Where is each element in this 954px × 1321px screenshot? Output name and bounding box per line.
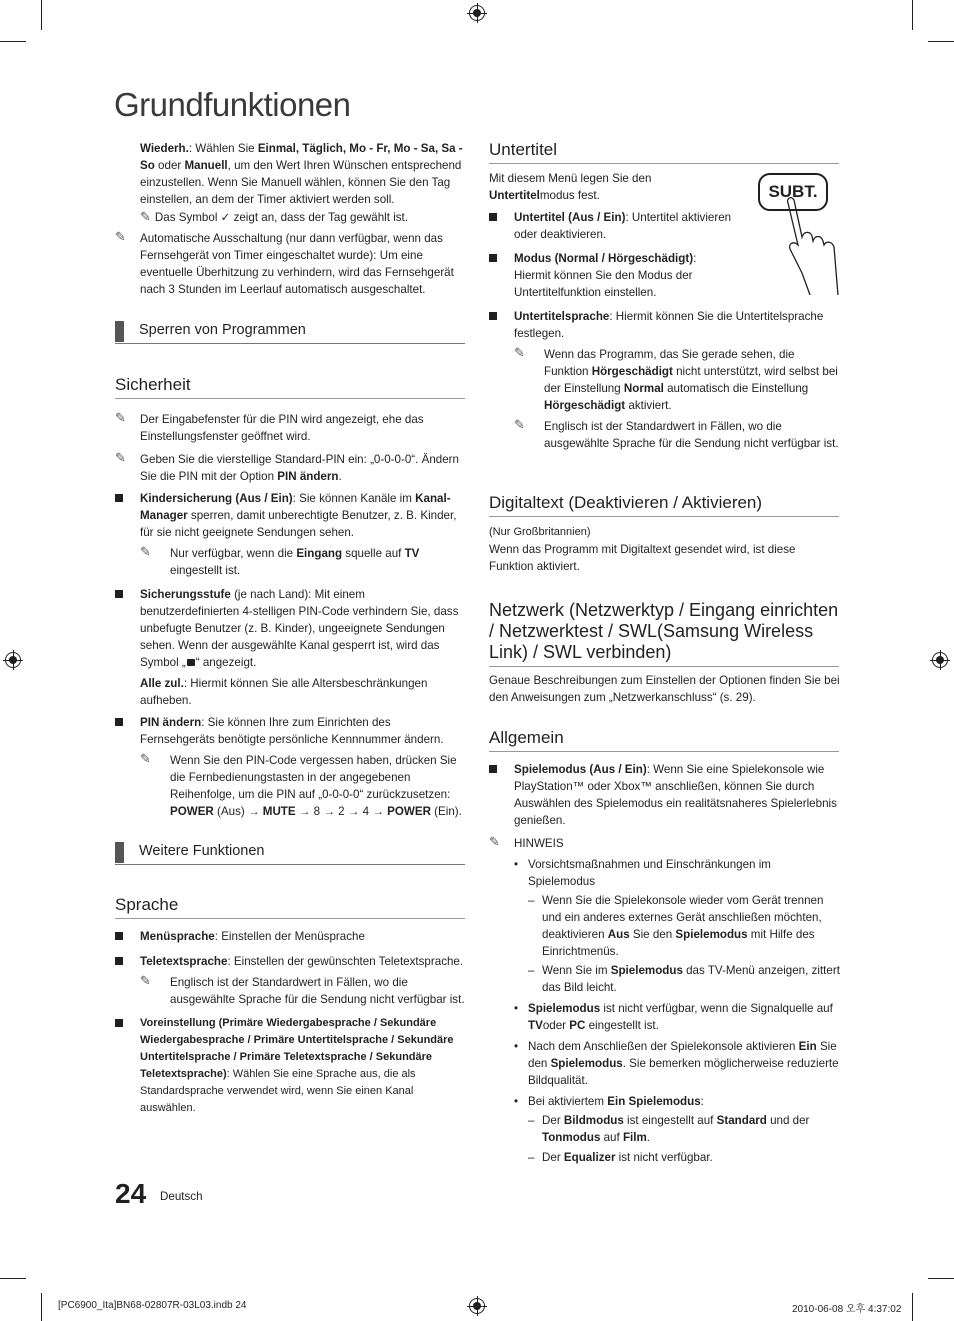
text: : Untertitel aktivieren oder deaktivieren. (514, 211, 732, 241)
text: Das Symbol (154, 211, 221, 224)
sub-list (514, 892, 841, 996)
alle-zul (115, 675, 467, 709)
spielemodus-item (489, 761, 841, 829)
section-sperren (115, 321, 465, 344)
registration-mark-icon (932, 652, 948, 668)
section-sicherheit (115, 375, 465, 399)
text: Spielemodus (675, 928, 748, 941)
text: squelle auf (342, 547, 405, 560)
text: Aus (607, 928, 630, 941)
section-title: Sicherheit (115, 375, 191, 394)
registration-mark-icon (469, 5, 485, 21)
note (115, 974, 467, 1008)
text: Automatische Ausschaltung (nur dann verfügbar, wenn das Fernsehgerät von Timer eingeschaltet wurde): Um eine eventuelle Überhitzung zu verhindern, wird das Fernsehgerät nach 3 Stunden im Leerlauf automatisch ausgeschaltet. (140, 232, 454, 296)
auto-off-note (115, 230, 467, 298)
section-title: Untertitel (489, 140, 558, 159)
label: PIN ändern (140, 716, 202, 729)
wiederh-label: Wiederh. (140, 142, 189, 155)
sicherungsstufe-item (115, 586, 467, 671)
text: Spielemodus (550, 1057, 623, 1070)
text: HINWEIS (514, 837, 564, 850)
section-sprache (115, 895, 465, 919)
text: Wenn das Programm, das Sie gerade sehen, die Funktion (544, 348, 795, 378)
text: . (646, 1131, 651, 1144)
text: Englisch ist der Standardwert in Fällen, wo die ausgewählte Sprache für die Sendung nicht verfügbar ist. (170, 976, 465, 1006)
text: : Wählen Sie (188, 142, 258, 155)
text: Wenn Sie im (542, 964, 611, 977)
hinweis-list (489, 856, 841, 1166)
manuell: Manuell (184, 159, 228, 172)
crop-mark (41, 0, 42, 30)
label: Spielemodus (Aus / Ein) (514, 763, 647, 776)
text: das TV-Menü anzeigen, zittert das Bild leicht. (542, 964, 840, 994)
text: Bildmodus (563, 1114, 624, 1127)
subt-label: SUBT. (768, 182, 818, 201)
lock-icon (187, 659, 195, 666)
text: (Nur Großbritannien) (489, 526, 591, 538)
text: Mit diesem Menü legen Sie den (489, 172, 652, 185)
text: (Aus) → (213, 805, 263, 818)
text: Der (542, 1151, 564, 1164)
untertitel-intro (489, 170, 729, 204)
note (115, 411, 467, 445)
crop-mark (928, 1278, 954, 1279)
text: : Hiermit können Sie alle Altersbeschränkungen aufheben. (140, 677, 428, 707)
text: . (338, 470, 342, 483)
section-weitere (115, 842, 465, 865)
modus-item (489, 250, 734, 301)
text: Hörgeschädigt (591, 365, 673, 378)
untertitel-body (489, 170, 841, 452)
text: (Ein). (430, 805, 462, 818)
section-untertitel (489, 140, 839, 164)
note (115, 545, 467, 579)
text: , um den Wert Ihren Wünschen entsprechend einzustellen. Wenn Sie Manuell wählen, können Sie den Tag einstellen, an dem der Timer aktiviert werden soll. (140, 159, 462, 206)
note-pencil-icon: ✎ (115, 450, 126, 465)
label: Teletextsprache (140, 955, 228, 968)
list-item (528, 892, 841, 960)
text: Film (622, 1131, 647, 1144)
footer-date: 2010-06-08 오후 4:37:02 (792, 1304, 902, 1315)
square-bullet-icon (115, 718, 123, 726)
text: : Hiermit können Sie den Modus der Untertitelfunktion einstellen. (514, 252, 697, 299)
text: ist nicht verfügbar, wenn die Signalquelle auf (600, 1002, 833, 1015)
wiederh-paragraph (115, 140, 467, 208)
label: Voreinstellung (Primäre Wiedergabesprache / Sekundäre Wiedergabesprache / Primäre Untertitelsprache / Sekundäre Untertitelsprache / Primäre Teletextsprache / Sekundäre Teletextsprache) (140, 1017, 454, 1080)
sicherheit-body (115, 411, 467, 820)
note-pencil-icon: ✎ (115, 229, 126, 244)
left-column (115, 140, 467, 298)
section-title: Sprache (115, 895, 179, 914)
text: Der (542, 1114, 564, 1127)
text: sperren, damit unberechtigte Benutzer, z. B. Kinder, für sie nicht geeignete Sendungen sehen. (140, 509, 457, 539)
text: Untertitel (489, 189, 540, 202)
label: Sicherungsstufe (140, 588, 231, 601)
label: Alle zul. (140, 677, 184, 690)
label: Untertitel (Aus / Ein) (514, 211, 626, 224)
text: Standard (716, 1114, 767, 1127)
note-pencil-icon: ✎ (140, 209, 151, 224)
pin-item (115, 714, 467, 748)
teletextsprache-item (115, 953, 467, 970)
text: Kanal-Manager (140, 492, 451, 522)
sub-list (514, 1112, 841, 1166)
text: → 8 → 2 → 4 → (295, 805, 388, 818)
section-title: Weitere Funktionen (139, 843, 265, 859)
text: ist eingestellt auf (623, 1114, 717, 1127)
section-netzwerk (489, 600, 839, 667)
netzwerk-body (489, 672, 841, 706)
text: eingestellt ist. (585, 1019, 659, 1032)
note-pencil-icon: ✎ (115, 410, 126, 425)
section-title: Sperren von Programmen (139, 322, 306, 338)
square-bullet-icon (115, 494, 123, 502)
text: Equalizer (563, 1151, 616, 1164)
wiederh-note (115, 208, 467, 226)
text: Englisch ist der Standardwert in Fällen, wo die ausgewählte Sprache für die Sendung nicht verfügbar ist. (544, 420, 839, 450)
text: POWER (170, 805, 214, 818)
crop-mark (41, 1293, 42, 1321)
untertitelsprache-item (489, 308, 841, 342)
text: mit Hilfe des Einrichtmenüs. (542, 928, 815, 958)
note (489, 346, 841, 414)
text: Nach dem Anschließen der Spielekonsole aktivieren (528, 1040, 799, 1053)
text: Wenn Sie die Spielekonsole wieder vom Gerät trennen und ein anderes externes Gerät anschließen möchten, deaktivieren (542, 894, 824, 941)
untertitel-aus-ein-item (489, 209, 739, 243)
crop-mark (0, 41, 26, 42)
crop-mark (912, 1293, 913, 1321)
digitaltext-body (489, 524, 841, 575)
text: TV (404, 547, 420, 560)
text: oder (542, 1019, 570, 1032)
text: Hörgeschädigt (544, 399, 626, 412)
text: Der Eingabefenster für die PIN wird angezeigt, ehe das Einstellungsfenster geöffnet wird. (140, 413, 424, 443)
registration-mark-icon (5, 652, 21, 668)
text: Genaue Beschreibungen zum Einstellen der Optionen finden Sie bei den Anweisungen zum „Netzwerkanschluss“ (s. 29). (489, 674, 840, 704)
options: Einmal, Täglich, Mo - Fr, Mo - Sa, Sa - So (140, 142, 463, 172)
text: Eingang (296, 547, 343, 560)
list-item (514, 1093, 841, 1110)
text: PIN ändern (277, 470, 339, 483)
text: oder (154, 159, 185, 172)
list-item (528, 1112, 841, 1146)
text: zeigt an, dass der Tag gewählt ist. (230, 211, 409, 224)
text: Wenn Sie den PIN-Code vergessen haben, drücken Sie die Fernbedienungstasten in der angegebenen Reihenfolge, um die PIN auf „0-0-0-0“ zurückzusetzen: (170, 754, 457, 801)
note-pencil-icon: ✎ (514, 345, 525, 360)
note-pencil-icon: ✎ (489, 834, 500, 849)
note (489, 418, 841, 452)
square-bullet-icon (115, 1019, 123, 1027)
text: aktiviert. (625, 399, 672, 412)
list-item (528, 962, 841, 996)
text: ist nicht verfügbar. (615, 1151, 713, 1164)
text: modus fest. (539, 189, 600, 202)
text: : Einstellen der Menüsprache (214, 930, 365, 943)
text: Vorsichtsmaßnahmen und Einschränkungen im Spielemodus (528, 858, 771, 888)
list-item (514, 1038, 841, 1089)
label: Modus (Normal / Hörgeschädigt) (514, 252, 694, 265)
note (115, 451, 467, 485)
text: eingestellt ist. (170, 564, 241, 577)
square-bullet-icon (115, 932, 123, 940)
footer-file: [PC6900_Ita]BN68-02807R-03L03.indb 24 (58, 1300, 247, 1311)
note-pencil-icon: ✎ (140, 751, 151, 766)
text: PC (569, 1019, 586, 1032)
text: Sie den (528, 1040, 837, 1070)
page-title: Grundfunktionen (114, 86, 351, 123)
section-allgemein (489, 728, 839, 752)
hinweis-heading (489, 835, 841, 852)
text: Tonmodus (542, 1131, 601, 1144)
section-title: Allgemein (489, 728, 564, 747)
list-item (528, 1149, 841, 1166)
text: : Hiermit können Sie die Untertitelsprache festlegen. (514, 310, 824, 340)
page-number: 24 (115, 1178, 147, 1209)
text: : Sie können Kanäle im (292, 492, 416, 505)
text: MUTE (262, 805, 296, 818)
text: Normal (623, 382, 664, 395)
section-title: Netzwerk (Netzwerktyp / Eingang einrichten / Netzwerktest / SWL(Samsung Wireless Link) / SWL verbinden) (489, 600, 839, 662)
text: nicht unterstützt, wird selbst bei der Einstellung (544, 365, 838, 395)
text: POWER (387, 805, 431, 818)
text: Sie den (629, 928, 676, 941)
label: Kindersicherung (Aus / Ein) (140, 492, 293, 505)
text: Ein Spielemodus (607, 1095, 701, 1108)
kindersicherung-item (115, 490, 467, 541)
allgemein-body (489, 761, 841, 1166)
label: Untertitelsprache (514, 310, 610, 323)
list-item (514, 856, 841, 890)
language-label: Deutsch (160, 1190, 203, 1203)
text: und der (766, 1114, 810, 1127)
text: Nur verfügbar, wenn die (170, 547, 297, 560)
text: : Einstellen der gewünschten Teletextsprache. (227, 955, 464, 968)
section-title: Digitaltext (Deaktivieren / Aktivieren) (489, 493, 763, 512)
label: Menüsprache (140, 930, 215, 943)
square-bullet-icon (115, 957, 123, 965)
registration-mark-icon (469, 1298, 485, 1314)
crop-mark (0, 1278, 26, 1279)
crop-mark (928, 41, 954, 42)
text: : (700, 1095, 704, 1108)
text: (je nach Land): Mit einem benutzerdefinierten 4-stelligen PIN-Code verhindern Sie, dass unbefugte Benutzer (z. B. Kinder), ungeeignete Sendungen sehen. Wenn der ausgewählte Kanal gesperrt ist, wird das Symbol „ (140, 588, 459, 669)
note-pencil-icon: ✎ (140, 973, 151, 988)
sprache-body (115, 928, 467, 1117)
square-bullet-icon (115, 590, 123, 598)
note (115, 752, 467, 820)
checkmark-icon: ✓ (220, 211, 231, 224)
text: auf (600, 1131, 623, 1144)
text: Bei aktiviertem (528, 1095, 608, 1108)
square-bullet-icon (489, 312, 497, 320)
text: : Wählen Sie eine Sprache aus, die als Standardsprache verwendet wird, wenn Sie einen Kanal auswählen. (140, 1068, 416, 1114)
text: Spielemodus (528, 1002, 601, 1015)
square-bullet-icon (489, 765, 497, 773)
square-bullet-icon (489, 213, 497, 221)
text: TV (528, 1019, 543, 1032)
text: Spielemodus (610, 964, 683, 977)
text: “ angezeigt. (195, 656, 257, 669)
voreinstellung-item (115, 1015, 467, 1117)
note-pencil-icon: ✎ (514, 417, 525, 432)
list-item (514, 1000, 841, 1034)
section-digitaltext (489, 493, 839, 517)
crop-mark (912, 0, 913, 30)
square-bullet-icon (489, 254, 497, 262)
menusprache-item (115, 928, 467, 945)
text: . Sie bemerken möglicherweise reduzierte Bildqualität. (528, 1057, 839, 1087)
text: automatisch die Einstellung (663, 382, 809, 395)
text: Geben Sie die vierstellige Standard-PIN ein: „0-0-0-0“. Ändern Sie die PIN mit der Option (140, 453, 459, 483)
note-pencil-icon: ✎ (140, 544, 151, 559)
text: : Wenn Sie eine Spielekonsole wie PlayStation™ oder Xbox™ anschließen, können Sie durch Auswählen des Spielemodus ein realitätsnaheres Spielerlebnis genießen. (514, 763, 837, 827)
text: Wenn das Programm mit Digitaltext gesendet wird, ist diese Funktion aktiviert. (489, 543, 796, 573)
text: : Sie können Ihre zum Einrichten des Fernsehgeräts benötigte persönliche Kennnummer ändern. (140, 716, 444, 746)
text: Ein (798, 1040, 817, 1053)
